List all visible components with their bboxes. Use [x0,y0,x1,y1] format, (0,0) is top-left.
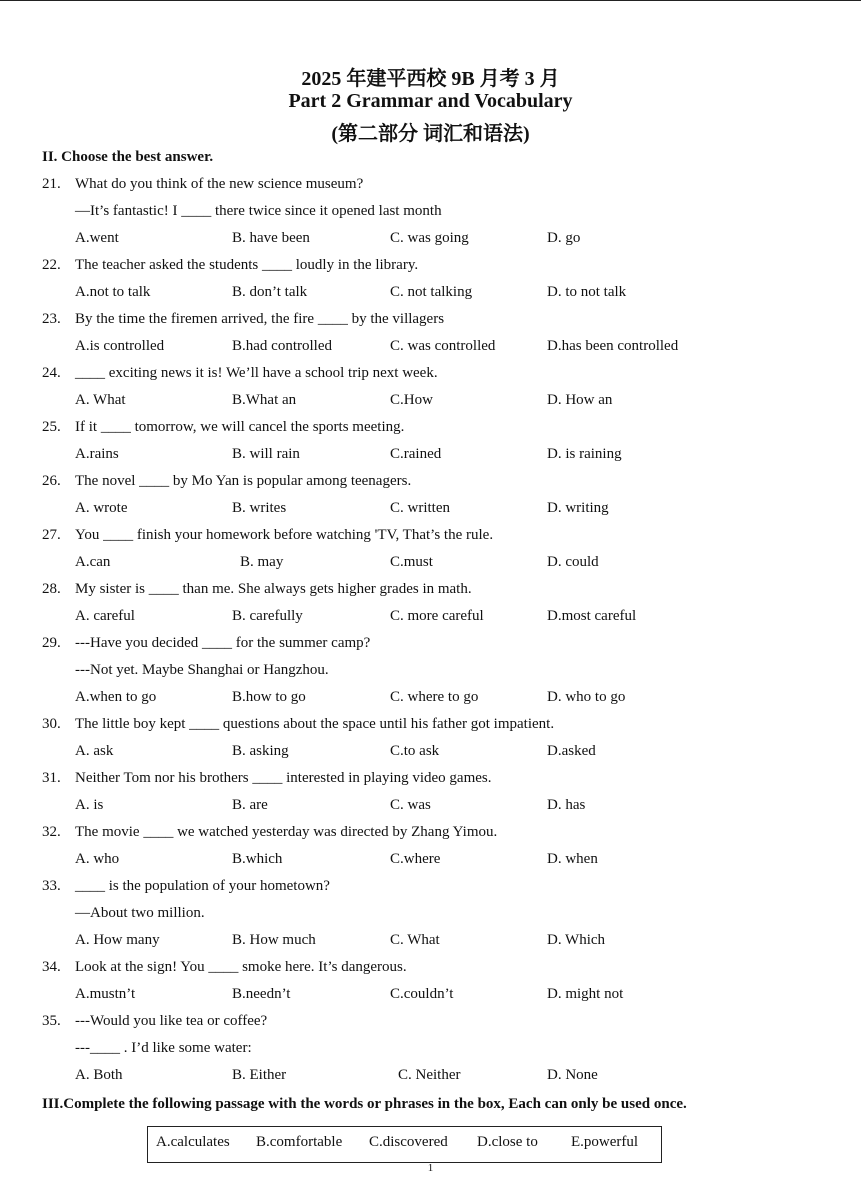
answer-option: A. careful [75,608,135,624]
answer-option: B.needn’t [232,986,291,1002]
options-row [0,1067,861,1087]
question-line [0,770,861,790]
answer-option: A. What [75,392,126,408]
answer-option: B. will rain [232,446,300,462]
question-text: By the time the firemen arrived, the fire ____ by the villagers [75,311,445,327]
question-line [0,662,861,682]
answer-option: D. writing [547,500,609,516]
question-number: 34. [42,959,61,975]
question-line [0,1013,861,1033]
question-number: 26. [42,473,61,489]
question-text: ---Would you like tea or coffee? [75,1013,268,1029]
answer-option: C. written [390,500,450,516]
answer-option: C. not talking [390,284,473,300]
question-line [0,365,861,385]
question-line [0,581,861,601]
answer-option: D. might not [547,986,624,1002]
question-text: ---____ . I’d like some water: [75,1040,252,1056]
answer-option: C. was [390,797,431,813]
answer-option: B. How much [232,932,316,948]
options-row [0,797,861,817]
options-row [0,500,861,520]
question-text: ____ exciting news it is! We’ll have a school trip next week. [75,365,438,381]
question-number: 29. [42,635,61,651]
answer-option: A.is controlled [75,338,165,354]
question-text: ---Have you decided ____ for the summer camp? [75,635,371,651]
word-box-item: C.discovered [369,1134,448,1150]
answer-option: B. asking [232,743,289,759]
answer-option: C.couldn’t [390,986,454,1002]
answer-option: A. ask [75,743,114,759]
question-line [0,635,861,655]
word-box-item: B.comfortable [256,1134,343,1150]
question-line [0,716,861,736]
question-line [0,905,861,925]
answer-option: B. have been [232,230,310,246]
question-line [0,1040,861,1060]
answer-option: D. How an [547,392,613,408]
page-subtitle-chinese: (第二部分 词汇和语法) [331,123,530,145]
question-number: 33. [42,878,61,894]
options-row [0,446,861,466]
question-text: The movie ____ we watched yesterday was directed by Zhang Yimou. [75,824,498,840]
question-text: What do you think of the new science museum? [75,176,364,192]
answer-option: C.to ask [390,743,440,759]
options-row [0,851,861,871]
options-row [0,932,861,952]
answer-option: A.rains [75,446,119,462]
answer-option: B. are [232,797,268,813]
question-number: 24. [42,365,61,381]
question-line [0,419,861,439]
options-row [0,608,861,628]
answer-option: C.rained [390,446,442,462]
answer-option: D. Which [547,932,606,948]
question-text: The novel ____ by Mo Yan is popular among teenagers. [75,473,412,489]
answer-option: A. How many [75,932,160,948]
answer-option: C. was controlled [390,338,496,354]
question-text: ---Not yet. Maybe Shanghai or Hangzhou. [75,662,329,678]
answer-option: C. more careful [390,608,484,624]
question-line [0,203,861,223]
answer-option: B. Either [232,1067,287,1083]
page-subtitle: Part 2 Grammar and Vocabulary [288,90,573,112]
section-3-heading: III.Complete the following passage with the words or phrases in the box, Each can only be used once. [42,1096,687,1112]
answer-option: D.asked [547,743,596,759]
top-rule [0,0,861,1]
answer-option: B.What an [232,392,297,408]
answer-option: B.which [232,851,283,867]
question-number: 35. [42,1013,61,1029]
answer-option: A. is [75,797,104,813]
question-line [0,176,861,196]
question-text: The little boy kept ____ questions about the space until his father got impatient. [75,716,555,732]
question-text: The teacher asked the students ____ loudly in the library. [75,257,419,273]
answer-option: C.How [390,392,433,408]
question-line [0,959,861,979]
question-text: Neither Tom nor his brothers ____ interested in playing video games. [75,770,492,786]
question-number: 25. [42,419,61,435]
question-number: 21. [42,176,61,192]
question-text: Look at the sign! You ____ smoke here. It’s dangerous. [75,959,407,975]
question-line [0,878,861,898]
answer-option: D. who to go [547,689,626,705]
answer-option: A.when to go [75,689,157,705]
word-box-item: A.calculates [156,1134,230,1150]
answer-option: D. go [547,230,581,246]
answer-option: D.most careful [547,608,637,624]
question-line [0,527,861,547]
answer-option: B. writes [232,500,287,516]
answer-option: C. was going [390,230,469,246]
answer-option: D. when [547,851,598,867]
answer-option: D. is raining [547,446,622,462]
question-line [0,311,861,331]
question-line [0,824,861,844]
options-row [0,230,861,250]
answer-option: A. who [75,851,120,867]
answer-option: C. where to go [390,689,479,705]
answer-option: B.had controlled [232,338,332,354]
options-row [0,554,861,574]
word-box-item: E.powerful [571,1134,639,1150]
question-line [0,257,861,277]
answer-option: C. What [390,932,440,948]
answer-option: A. Both [75,1067,123,1083]
options-row [0,392,861,412]
answer-option: B. carefully [232,608,303,624]
options-row [0,743,861,763]
question-number: 27. [42,527,61,543]
answer-option: D. could [547,554,599,570]
question-number: 31. [42,770,61,786]
answer-option: B. don’t talk [232,284,308,300]
answer-option: A.can [75,554,111,570]
question-number: 22. [42,257,61,273]
answer-option: C. Neither [398,1067,461,1083]
answer-option: A.went [75,230,119,246]
answer-option: C.must [390,554,433,570]
page-number: 1 [427,1162,434,1174]
word-box-item: D.close to [477,1134,538,1150]
question-number: 30. [42,716,61,732]
options-row [0,689,861,709]
answer-option: B. may [240,554,284,570]
options-row [0,284,861,304]
answer-option: A.mustn’t [75,986,136,1002]
question-text: ____ is the population of your hometown? [75,878,330,894]
answer-option: A. wrote [75,500,128,516]
page-title: 2025 年建平西校 9B 月考 3 月 [301,68,560,90]
question-text: —It’s fantastic! I ____ there twice since it opened last month [75,203,442,219]
options-row [0,338,861,358]
question-number: 23. [42,311,61,327]
section-2-heading: II. Choose the best answer. [42,149,214,165]
question-text: My sister is ____ than me. She always gets higher grades in math. [75,581,472,597]
answer-option: C.where [390,851,441,867]
question-number: 32. [42,824,61,840]
question-text: —About two million. [75,905,205,921]
answer-option: D. to not talk [547,284,627,300]
question-line [0,473,861,493]
answer-option: D. None [547,1067,598,1083]
question-text: You ____ finish your homework before watching 'TV, That’s the rule. [75,527,494,543]
options-row [0,986,861,1006]
answer-option: D.has been controlled [547,338,679,354]
question-number: 28. [42,581,61,597]
answer-option: B.how to go [232,689,306,705]
answer-option: D. has [547,797,586,813]
answer-option: A.not to talk [75,284,151,300]
question-text: If it ____ tomorrow, we will cancel the sports meeting. [75,419,405,435]
